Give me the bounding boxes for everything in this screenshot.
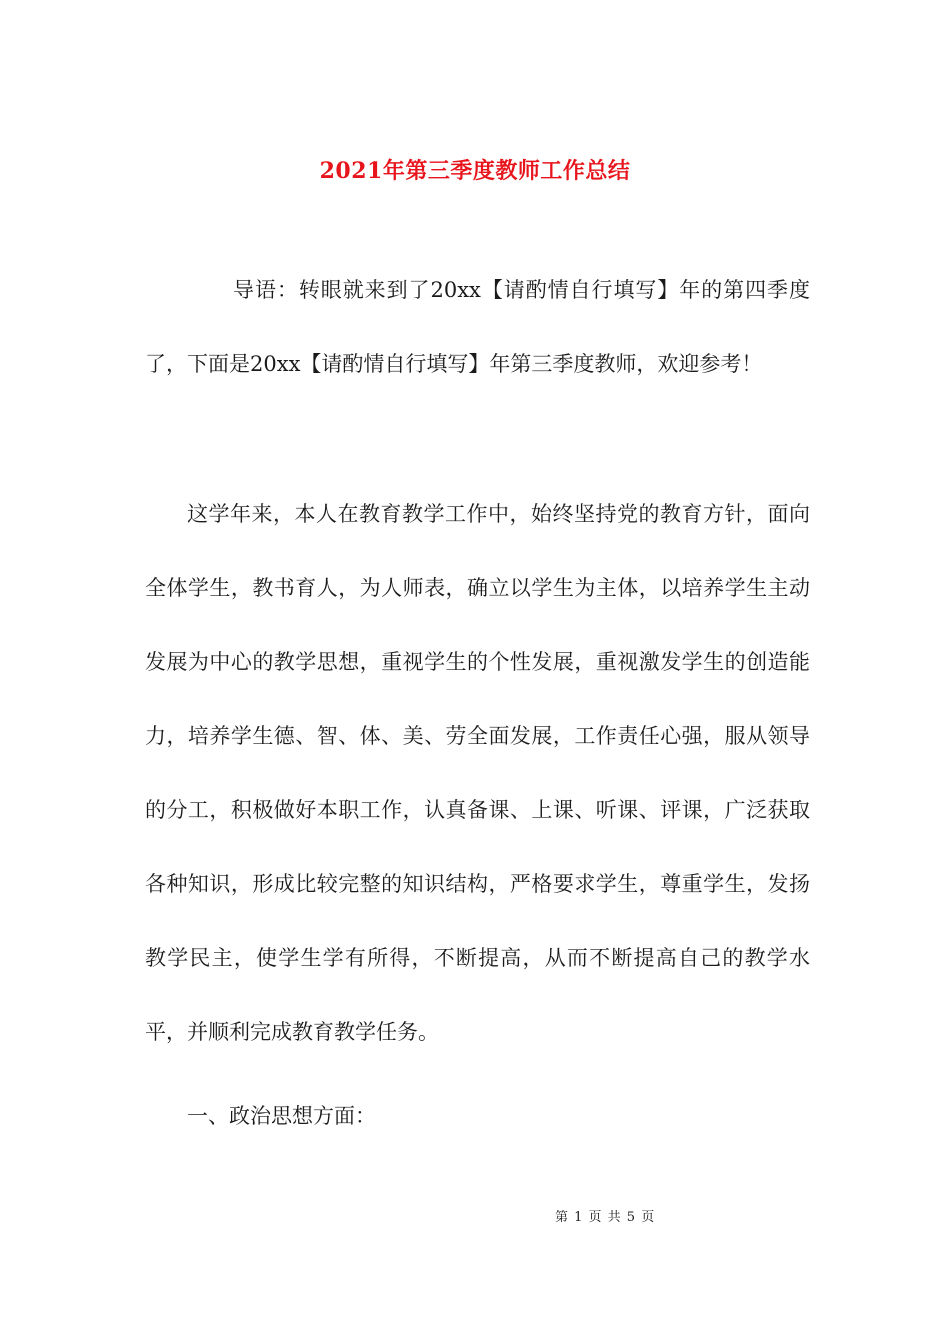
intro-paragraph: 导语：转眼就来到了20xx【请酌情自行填写】年的第四季度了，下面是20xx【请酌情自行填写】年第三季度教师，欢迎参考！ [145,278,810,376]
page-number-footer: 第 1 页 共 5 页 [555,1210,655,1225]
document-title: 2021年第三季度教师工作总结 [319,157,631,184]
body-paragraph: 这学年来，本人在教育教学工作中，始终坚持党的教育方针，面向全体学生，教书育人，为人师表，确立以学生为主体，以培养学生主动发展为中心的教学思想，重视学生的个性发展，重视激发学生的创造能力，培养学生德、智、体、美、劳全面发展，工作责任心强，服从领导的分工，积极做好本职工作，认真备课、上课、听课、评课，广泛获取各种知识，形成比较完整的知识结构，严格要求学生，尊重学生，发扬教学民主，使学生学有所得，不断提高，从而不断提高自己的教学水平，并顺利完成教育教学任务。 [145,502,810,1044]
section-heading: 一、政治思想方面： [187,1104,376,1128]
